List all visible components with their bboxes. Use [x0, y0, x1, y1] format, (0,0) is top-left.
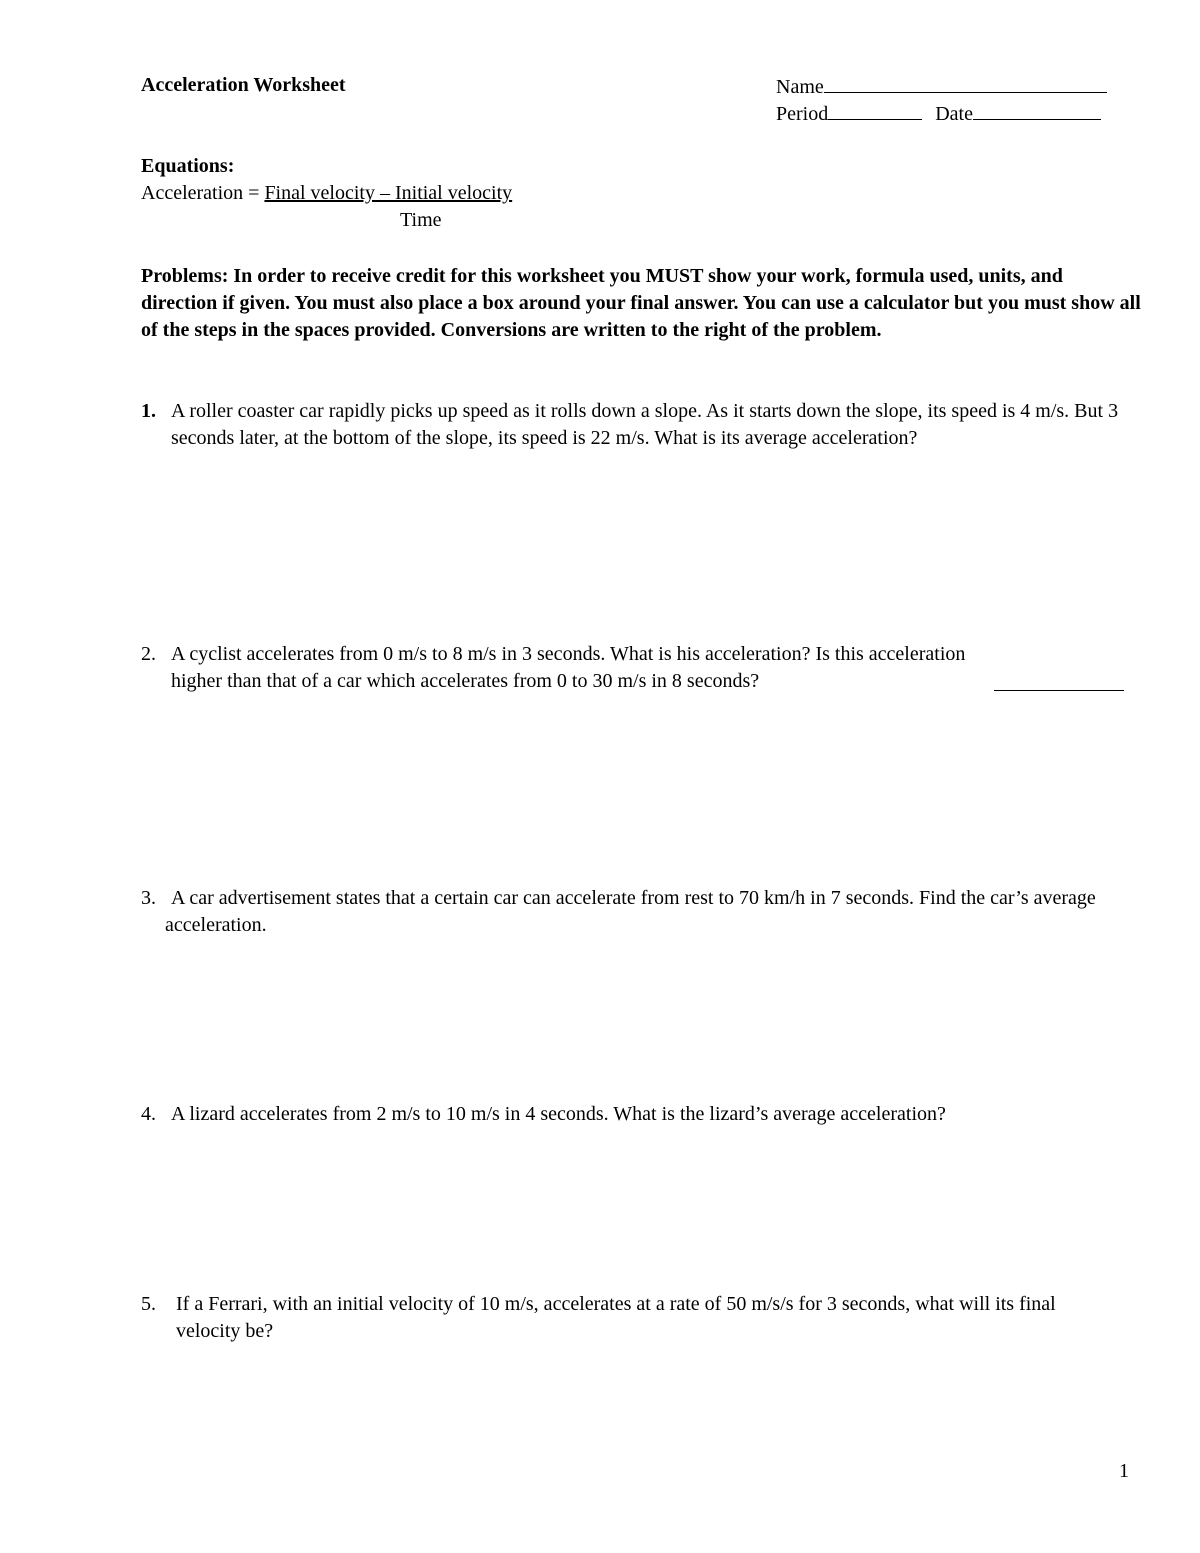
- equation-lhs: Acceleration =: [141, 182, 265, 204]
- problem-number: 1.: [141, 400, 156, 422]
- name-label: Name: [776, 76, 824, 98]
- period-label: Period: [776, 103, 829, 125]
- instructions-paragraph: Problems: In order to receive credit for this worksheet you MUST show your work, formula used, units, and direction if given. You must also place a box around your final answer. You can use a calculator but you must show all of the steps in the spaces provided. Conversions are written to the right of the problem.: [141, 265, 1141, 341]
- worksheet-title: Acceleration Worksheet: [141, 74, 346, 96]
- problem-text: If a Ferrari, with an initial velocity of 10 m/s, accelerates at a rate of 50 m/s/s for 3 seconds, what will its final velocity be?: [176, 1293, 1056, 1342]
- acceleration-equation: [141, 182, 512, 205]
- problem-number: 5.: [141, 1293, 156, 1315]
- problem-number: 4.: [141, 1103, 156, 1125]
- period-field[interactable]: [828, 101, 922, 120]
- date-label: Date: [935, 103, 973, 125]
- problem-text: A lizard accelerates from 2 m/s to 10 m/s in 4 seconds. What is the lizard’s average acceleration?: [171, 1103, 946, 1125]
- equation-numerator: Final velocity – Initial velocity: [264, 182, 513, 204]
- problem-number: 2.: [141, 643, 156, 665]
- name-line: [776, 74, 1107, 99]
- page-number: 1: [1119, 1460, 1129, 1482]
- equations-heading: Equations:: [141, 155, 235, 177]
- period-date-line: [776, 101, 1101, 126]
- name-field[interactable]: [824, 74, 1107, 93]
- problem-number: 3.: [141, 887, 156, 909]
- equation-denominator: Time: [400, 209, 442, 231]
- problem-text: A cyclist accelerates from 0 m/s to 8 m/s in 3 seconds. What is his acceleration? Is this acceleration higher than that of a car which accelerates from 0 to 30 m/s in 8 seconds?: [171, 643, 966, 692]
- problem-2-answer-blank[interactable]: [994, 690, 1124, 691]
- problem-text: A roller coaster car rapidly picks up speed as it rolls down a slope. As it starts down the slope, its speed is 4 m/s. But 3 seconds later, at the bottom of the slope, its speed is 22 m/s. What is its average acceleration?: [171, 400, 1119, 449]
- problem-text: A car advertisement states that a certain car can accelerate from rest to 70 km/h in 7 seconds. Find the car’s average acceleration.: [165, 887, 1096, 936]
- date-field[interactable]: [973, 101, 1101, 120]
